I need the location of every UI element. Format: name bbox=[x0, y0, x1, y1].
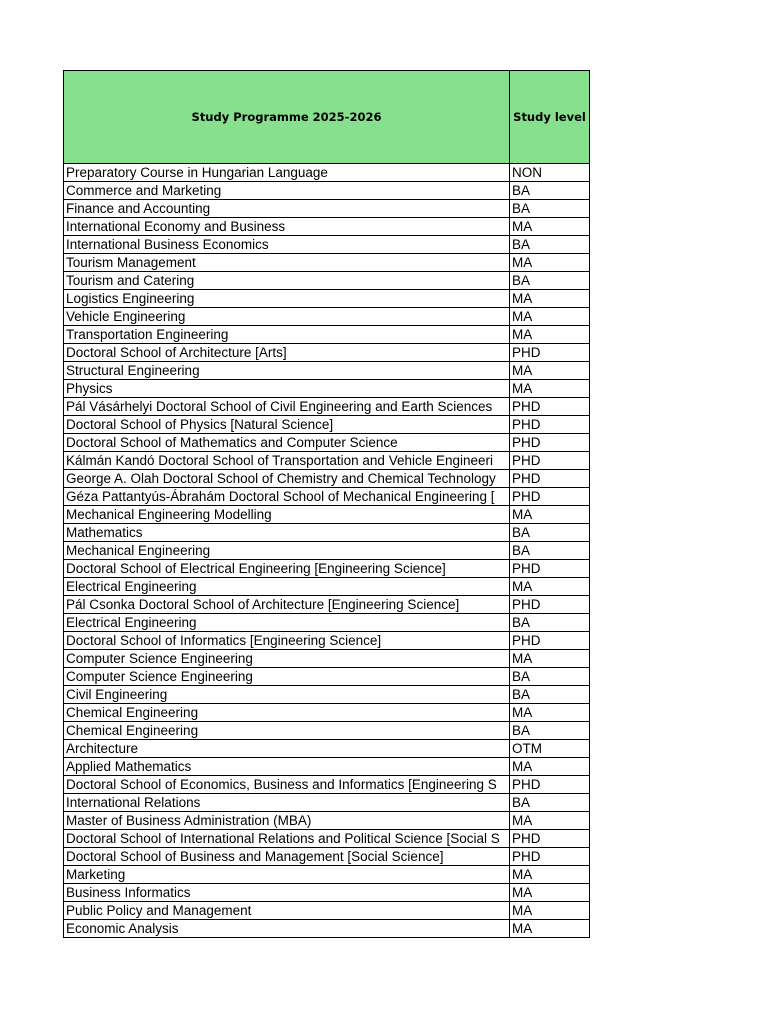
programme-column-header[interactable]: Study Programme 2025-2026 bbox=[64, 71, 510, 164]
study-level-cell[interactable]: PHD bbox=[510, 830, 590, 848]
table-row bbox=[64, 542, 590, 560]
programme-cell[interactable]: Structural Engineering bbox=[64, 362, 510, 380]
table-row bbox=[64, 200, 590, 218]
table-row bbox=[64, 722, 590, 740]
study-level-cell[interactable]: MA bbox=[510, 218, 590, 236]
programme-cell[interactable]: Pál Vásárhelyi Doctoral School of Civil Engineering and Earth Sciences bbox=[64, 398, 510, 416]
table-row bbox=[64, 758, 590, 776]
table-row bbox=[64, 236, 590, 254]
study-level-cell[interactable]: MA bbox=[510, 920, 590, 938]
table-row bbox=[64, 866, 590, 884]
programme-cell[interactable]: International Business Economics bbox=[64, 236, 510, 254]
table-row bbox=[64, 524, 590, 542]
study-level-cell[interactable]: MA bbox=[510, 902, 590, 920]
table-row bbox=[64, 344, 590, 362]
table-row bbox=[64, 362, 590, 380]
programme-cell[interactable]: International Economy and Business bbox=[64, 218, 510, 236]
programme-cell[interactable]: Finance and Accounting bbox=[64, 200, 510, 218]
study-programme-table bbox=[63, 70, 590, 938]
programme-cell[interactable]: Chemical Engineering bbox=[64, 722, 510, 740]
programme-cell[interactable]: Applied Mathematics bbox=[64, 758, 510, 776]
table-row bbox=[64, 218, 590, 236]
programme-cell[interactable]: George A. Olah Doctoral School of Chemistry and Chemical Technology bbox=[64, 470, 510, 488]
programme-cell[interactable]: Chemical Engineering bbox=[64, 704, 510, 722]
table-row bbox=[64, 254, 590, 272]
table-row bbox=[64, 902, 590, 920]
table-row bbox=[64, 632, 590, 650]
study-level-cell[interactable]: MA bbox=[510, 290, 590, 308]
programme-cell[interactable]: Doctoral School of Business and Management [Social Science] bbox=[64, 848, 510, 866]
programme-cell[interactable]: Doctoral School of Economics, Business and Informatics [Engineering S bbox=[64, 776, 510, 794]
table-row bbox=[64, 470, 590, 488]
study-level-cell[interactable]: PHD bbox=[510, 488, 590, 506]
table-row bbox=[64, 848, 590, 866]
study-level-cell[interactable]: MA bbox=[510, 380, 590, 398]
programme-cell[interactable]: Public Policy and Management bbox=[64, 902, 510, 920]
table-row bbox=[64, 272, 590, 290]
table-row bbox=[64, 488, 590, 506]
study-level-cell[interactable]: PHD bbox=[510, 848, 590, 866]
table-row bbox=[64, 614, 590, 632]
study-level-cell[interactable]: MA bbox=[510, 866, 590, 884]
study-level-cell[interactable]: PHD bbox=[510, 560, 590, 578]
study-level-cell[interactable]: PHD bbox=[510, 452, 590, 470]
table-body bbox=[64, 164, 590, 938]
study-level-cell[interactable]: BA bbox=[510, 668, 590, 686]
table-row bbox=[64, 884, 590, 902]
table-row bbox=[64, 452, 590, 470]
programme-cell[interactable]: Economic Analysis bbox=[64, 920, 510, 938]
table-row bbox=[64, 776, 590, 794]
programme-cell[interactable]: Géza Pattantyús-Ábrahám Doctoral School of Mechanical Engineering [ bbox=[64, 488, 510, 506]
programme-cell[interactable]: Commerce and Marketing bbox=[64, 182, 510, 200]
programme-cell[interactable]: Civil Engineering bbox=[64, 686, 510, 704]
study-level-cell[interactable]: OTM bbox=[510, 740, 590, 758]
programme-cell[interactable]: Computer Science Engineering bbox=[64, 650, 510, 668]
table-row bbox=[64, 434, 590, 452]
study-level-cell[interactable]: MA bbox=[510, 812, 590, 830]
study-level-cell[interactable]: BA bbox=[510, 236, 590, 254]
study-level-cell[interactable]: PHD bbox=[510, 776, 590, 794]
study-level-cell[interactable]: PHD bbox=[510, 398, 590, 416]
study-level-cell[interactable]: BA bbox=[510, 794, 590, 812]
programme-cell[interactable]: Architecture bbox=[64, 740, 510, 758]
table-row bbox=[64, 380, 590, 398]
programme-cell[interactable]: Mechanical Engineering Modelling bbox=[64, 506, 510, 524]
programme-cell[interactable]: Doctoral School of Mathematics and Computer Science bbox=[64, 434, 510, 452]
study-level-cell[interactable]: BA bbox=[510, 686, 590, 704]
programme-cell[interactable]: Doctoral School of Architecture [Arts] bbox=[64, 344, 510, 362]
programme-cell[interactable]: Transportation Engineering bbox=[64, 326, 510, 344]
table-row bbox=[64, 290, 590, 308]
table-row bbox=[64, 326, 590, 344]
study-level-cell[interactable]: BA bbox=[510, 200, 590, 218]
study-level-cell[interactable]: MA bbox=[510, 884, 590, 902]
study-level-cell[interactable]: BA bbox=[510, 272, 590, 290]
programme-cell[interactable]: Tourism Management bbox=[64, 254, 510, 272]
programme-cell[interactable]: Business Informatics bbox=[64, 884, 510, 902]
programme-cell[interactable]: Electrical Engineering bbox=[64, 614, 510, 632]
programme-cell[interactable]: Pál Csonka Doctoral School of Architecture [Engineering Science] bbox=[64, 596, 510, 614]
study-level-cell[interactable]: MA bbox=[510, 704, 590, 722]
programme-cell[interactable]: Tourism and Catering bbox=[64, 272, 510, 290]
table-row bbox=[64, 830, 590, 848]
programme-cell[interactable]: Electrical Engineering bbox=[64, 578, 510, 596]
study-level-cell[interactable]: MA bbox=[510, 308, 590, 326]
table-row bbox=[64, 596, 590, 614]
study-level-cell[interactable]: MA bbox=[510, 362, 590, 380]
study-level-cell[interactable]: NON bbox=[510, 164, 590, 182]
programme-cell[interactable]: Marketing bbox=[64, 866, 510, 884]
programme-cell[interactable]: Master of Business Administration (MBA) bbox=[64, 812, 510, 830]
programme-cell[interactable]: International Relations bbox=[64, 794, 510, 812]
study-level-cell[interactable]: BA bbox=[510, 182, 590, 200]
study-level-cell[interactable]: MA bbox=[510, 326, 590, 344]
table-row bbox=[64, 794, 590, 812]
table-row bbox=[64, 812, 590, 830]
table-row bbox=[64, 578, 590, 596]
study-level-cell[interactable]: BA bbox=[510, 722, 590, 740]
table-row bbox=[64, 308, 590, 326]
programme-cell[interactable]: Doctoral School of International Relations and Political Science [Social S bbox=[64, 830, 510, 848]
study-level-cell[interactable]: MA bbox=[510, 506, 590, 524]
table-row bbox=[64, 704, 590, 722]
table-row bbox=[64, 182, 590, 200]
study-level-cell[interactable]: PHD bbox=[510, 344, 590, 362]
programme-cell[interactable]: Preparatory Course in Hungarian Language bbox=[64, 164, 510, 182]
table-row bbox=[64, 164, 590, 182]
study-level-cell[interactable]: MA bbox=[510, 758, 590, 776]
study-level-cell[interactable]: PHD bbox=[510, 470, 590, 488]
header-row bbox=[64, 71, 590, 164]
study-level-cell[interactable]: MA bbox=[510, 650, 590, 668]
study-level-cell[interactable]: BA bbox=[510, 542, 590, 560]
table-row bbox=[64, 416, 590, 434]
study-level-cell[interactable]: PHD bbox=[510, 632, 590, 650]
programme-cell[interactable]: Vehicle Engineering bbox=[64, 308, 510, 326]
programme-cell[interactable]: Mathematics bbox=[64, 524, 510, 542]
programme-cell[interactable]: Mechanical Engineering bbox=[64, 542, 510, 560]
study-level-cell[interactable]: BA bbox=[510, 524, 590, 542]
study-level-cell[interactable]: MA bbox=[510, 254, 590, 272]
study-level-cell[interactable]: MA bbox=[510, 578, 590, 596]
programme-cell[interactable]: Doctoral School of Physics [Natural Science] bbox=[64, 416, 510, 434]
table-row bbox=[64, 560, 590, 578]
table-row bbox=[64, 668, 590, 686]
programme-cell[interactable]: Logistics Engineering bbox=[64, 290, 510, 308]
programme-cell[interactable]: Doctoral School of Informatics [Engineering Science] bbox=[64, 632, 510, 650]
table-row bbox=[64, 398, 590, 416]
programme-cell[interactable]: Computer Science Engineering bbox=[64, 668, 510, 686]
level-column-header[interactable]: Study level bbox=[510, 71, 590, 164]
study-level-cell[interactable]: PHD bbox=[510, 434, 590, 452]
programme-cell[interactable]: Physics bbox=[64, 380, 510, 398]
table-row bbox=[64, 686, 590, 704]
study-level-cell[interactable]: PHD bbox=[510, 596, 590, 614]
programme-cell[interactable]: Kálmán Kandó Doctoral School of Transportation and Vehicle Engineeri bbox=[64, 452, 510, 470]
table-row bbox=[64, 650, 590, 668]
programme-cell[interactable]: Doctoral School of Electrical Engineering [Engineering Science] bbox=[64, 560, 510, 578]
table-row bbox=[64, 740, 590, 758]
study-level-cell[interactable]: BA bbox=[510, 614, 590, 632]
table-row bbox=[64, 920, 590, 938]
table-row bbox=[64, 506, 590, 524]
study-level-cell[interactable]: PHD bbox=[510, 416, 590, 434]
